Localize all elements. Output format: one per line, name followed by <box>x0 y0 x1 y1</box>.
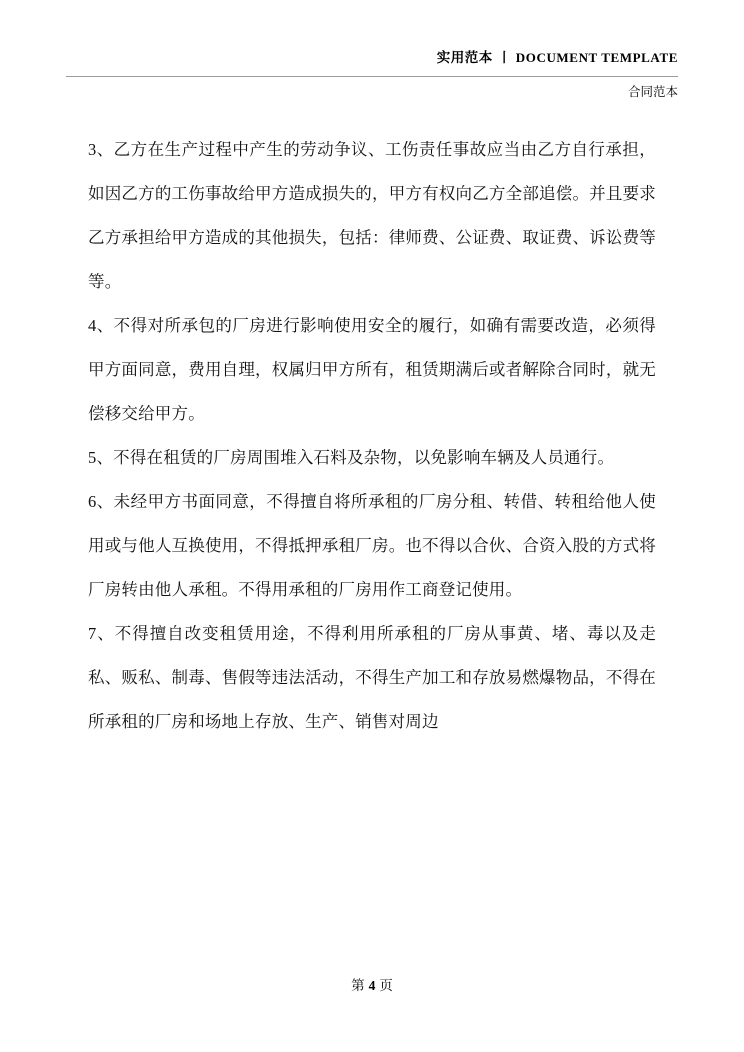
footer-prefix: 第 <box>351 978 365 993</box>
paragraph: 4、不得对所承包的厂房进行影响使用安全的履行，如确有需要改造，必须得甲方面同意，费用自理，权属归甲方所有，租赁期满后或者解除合同时，就无偿移交给甲方。 <box>88 316 656 423</box>
header-title-en: DOCUMENT TEMPLATE <box>515 50 678 65</box>
paragraph: 7、不得擅自改变租赁用途，不得利用所承租的厂房从事黄、堵、毒以及走私、贩私、制毒、售假等违法活动，不得生产加工和存放易燃爆物品，不得在所承租的厂房和场地上存放、生产、销售对周边 <box>88 624 656 731</box>
paragraph: 6、未经甲方书面同意，不得擅自将所承租的厂房分租、转借、转租给他人使用或与他人互换使用，不得抵押承租厂房。也不得以合伙、合资入股的方式将厂房转由他人承租。不得用承租的厂房用作工商登记使用。 <box>88 492 656 599</box>
page-number: 4 <box>368 978 376 993</box>
document-body <box>88 128 656 744</box>
paragraph: 5、不得在租赁的厂房周围堆入石料及杂物，以免影响车辆及人员通行。 <box>88 448 615 467</box>
footer-suffix: 页 <box>379 978 393 993</box>
header-subtitle: 合同范本 <box>627 85 678 99</box>
header-title-cn: 实用范本 <box>436 50 493 65</box>
page-footer <box>0 974 744 994</box>
page-header <box>66 46 678 70</box>
header-separator: 丨 <box>497 50 511 65</box>
header-divider <box>66 76 678 77</box>
paragraph: 3、乙方在生产过程中产生的劳动争议、工伤责任事故应当由乙方自行承担，如因乙方的工伤事故给甲方造成损失的，甲方有权向乙方全部追偿。并且要求乙方承担给甲方造成的其他损失，包括：律师费、公证费、取证费、诉讼费等等。 <box>88 140 656 291</box>
